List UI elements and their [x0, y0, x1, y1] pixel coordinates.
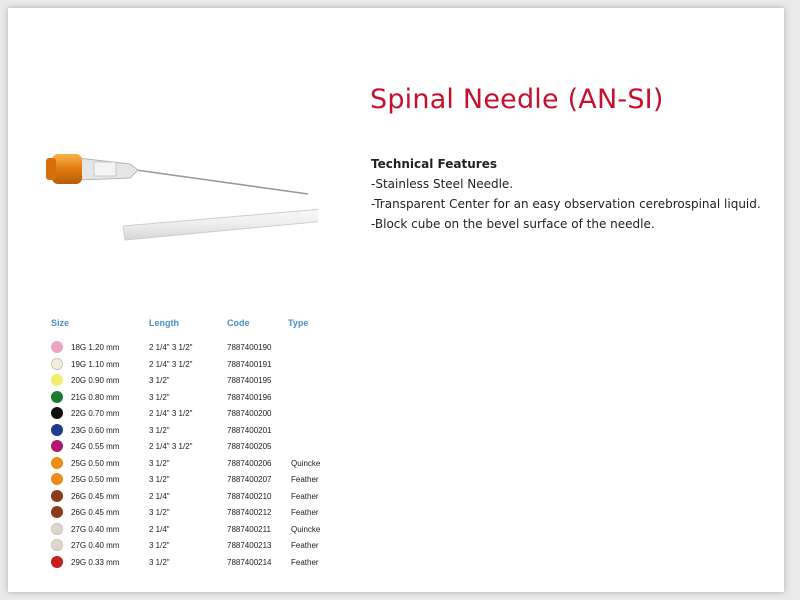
gauge-color-dot — [51, 407, 63, 419]
size-cell: 19G 1.10 mm — [71, 359, 120, 369]
size-cell: 20G 0.90 mm — [71, 376, 120, 385]
code-cell: 7887400190 — [227, 343, 272, 352]
size-cell: 26G 0.45 mm — [71, 508, 120, 517]
length-cell: 3 1/2" — [149, 392, 170, 402]
gauge-color-dot — [51, 424, 63, 436]
feature-item: -Stainless Steel Needle. — [371, 177, 514, 191]
features-heading: Technical Features — [371, 157, 497, 171]
length-cell: 2 1/4" 3 1/2" — [149, 409, 193, 418]
size-cell: 25G 0.50 mm — [71, 458, 120, 468]
gauge-color-dot — [51, 391, 63, 403]
length-cell: 2 1/4" — [149, 491, 170, 501]
feature-item: -Block cube on the bevel surface of the needle. — [371, 217, 655, 231]
type-cell: Feather — [291, 491, 319, 501]
size-cell: 25G 0.50 mm — [71, 475, 120, 484]
gauge-color-dot — [51, 374, 63, 386]
size-cell: 27G 0.40 mm — [71, 524, 120, 534]
type-cell: Quincke — [291, 524, 321, 534]
code-cell: 7887400211 — [227, 524, 271, 534]
length-cell: 3 1/2" — [149, 425, 170, 435]
gauge-color-dot — [51, 539, 63, 551]
code-cell: 7887400207 — [227, 475, 272, 484]
length-cell: 3 1/2" — [149, 557, 170, 567]
length-cell: 3 1/2" — [149, 376, 170, 385]
code-cell: 7887400205 — [227, 442, 272, 451]
length-cell: 2 1/4" 3 1/2" — [149, 359, 193, 369]
type-cell: Feather — [291, 557, 319, 567]
gauge-color-dot — [51, 358, 63, 370]
feature-item: -Transparent Center for an easy observation cerebrospinal liquid. — [371, 197, 761, 211]
type-cell: Feather — [291, 541, 319, 550]
length-cell: 3 1/2" — [149, 508, 170, 517]
length-cell: 2 1/4" 3 1/2" — [149, 442, 193, 451]
type-cell: Feather — [291, 475, 319, 484]
spinal-needle-image — [38, 144, 318, 254]
size-cell: 21G 0.80 mm — [71, 392, 120, 402]
length-cell: 3 1/2" — [149, 475, 170, 484]
gauge-color-dot — [51, 506, 63, 518]
length-cell: 3 1/2" — [149, 541, 170, 550]
length-cell: 2 1/4" — [149, 524, 170, 534]
code-cell: 7887400191 — [227, 359, 272, 369]
code-cell: 7887400206 — [227, 458, 272, 468]
gauge-color-dot — [51, 341, 63, 353]
code-cell: 7887400195 — [227, 376, 272, 385]
code-cell: 7887400201 — [227, 425, 272, 435]
header-length: Length — [149, 318, 179, 328]
code-cell: 7887400200 — [227, 409, 272, 418]
type-cell: Feather — [291, 508, 319, 517]
size-cell: 18G 1.20 mm — [71, 343, 120, 352]
code-cell: 7887400213 — [227, 541, 272, 550]
length-cell: 3 1/2" — [149, 458, 170, 468]
type-cell: Quincke — [291, 458, 321, 468]
gauge-color-dot — [51, 490, 63, 502]
header-type: Type — [288, 318, 309, 328]
gauge-color-dot — [51, 457, 63, 469]
page-title: Spinal Needle (AN-SI) — [370, 84, 664, 115]
code-cell: 7887400212 — [227, 508, 272, 517]
header-code: Code — [227, 318, 250, 328]
gauge-color-dot — [51, 523, 63, 535]
code-cell: 7887400210 — [227, 491, 272, 501]
code-cell: 7887400196 — [227, 392, 272, 402]
size-cell: 23G 0.60 mm — [71, 425, 120, 435]
size-cell: 26G 0.45 mm — [71, 491, 120, 501]
gauge-color-dot — [51, 440, 63, 452]
code-cell: 7887400214 — [227, 557, 272, 567]
technical-features — [371, 154, 761, 234]
length-cell: 2 1/4" 3 1/2" — [149, 343, 193, 352]
gauge-color-dot — [51, 473, 63, 485]
size-cell: 24G 0.55 mm — [71, 442, 120, 451]
size-cell: 22G 0.70 mm — [71, 409, 120, 418]
size-cell: 27G 0.40 mm — [71, 541, 120, 550]
size-cell: 29G 0.33 mm — [71, 557, 120, 567]
header-size: Size — [51, 318, 70, 328]
catalog-page — [8, 8, 784, 592]
gauge-color-dot — [51, 556, 63, 568]
